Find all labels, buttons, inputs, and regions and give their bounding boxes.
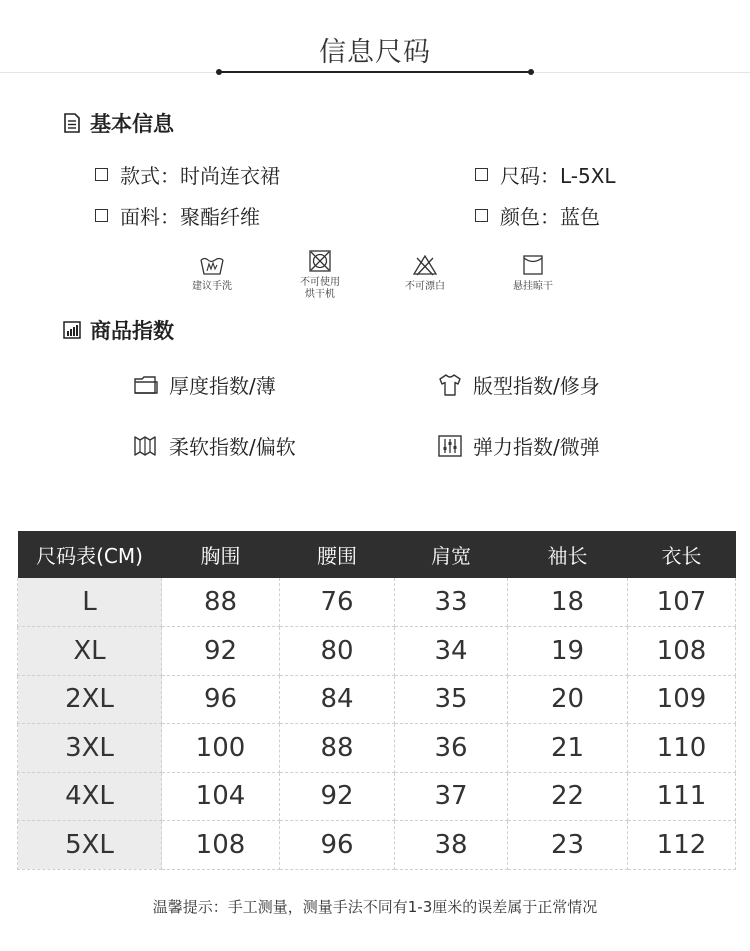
basic-info-title: 基本信息 [90, 112, 174, 136]
bar-chart-icon [63, 321, 81, 339]
table-cell: 92 [280, 772, 395, 821]
index-softness [133, 431, 296, 460]
no-bleach-icon [412, 253, 438, 277]
table-cell: 33 [395, 578, 508, 627]
title-underline-dot-left [216, 69, 222, 75]
index-fit [437, 370, 600, 399]
column-header: 尺码表(CM) [18, 531, 162, 578]
attr-fabric-label: 面料：聚酯纤维 [120, 205, 260, 229]
table-cell: 92 [162, 627, 280, 676]
table-cell: 34 [395, 627, 508, 676]
column-header: 肩宽 [395, 531, 508, 578]
title-underline [218, 71, 532, 73]
table-cell: 19 [508, 627, 628, 676]
table-cell: 35 [395, 675, 508, 724]
fabric-icon [133, 434, 159, 458]
column-header: 胸围 [162, 531, 280, 578]
attr-style [95, 160, 280, 189]
measurement-note: 温馨提示：手工测量，测量手法不同有1-3厘米的误差属于正常情况 [152, 898, 598, 916]
attr-fabric [95, 201, 260, 230]
index-elasticity-label: 弹力指数/微弹 [473, 435, 600, 459]
product-index-title: 商品指数 [90, 319, 174, 343]
attr-color [475, 201, 600, 230]
care-hang-dry [493, 253, 573, 293]
table-row [18, 772, 736, 821]
table-row [18, 821, 736, 870]
folder-icon [133, 374, 159, 396]
table-cell: 21 [508, 724, 628, 773]
sliders-icon [437, 434, 463, 458]
table-cell: 76 [280, 578, 395, 627]
table-cell: 23 [508, 821, 628, 870]
table-cell: 88 [162, 578, 280, 627]
size-table [17, 531, 736, 870]
column-header: 衣长 [628, 531, 736, 578]
no-tumble-dry-icon [308, 249, 332, 273]
table-cell: 80 [280, 627, 395, 676]
document-icon [63, 113, 81, 133]
hand-wash-icon [199, 253, 225, 277]
table-cell-size: 2XL [18, 675, 162, 724]
index-fit-label: 版型指数/修身 [473, 374, 600, 398]
table-cell: 20 [508, 675, 628, 724]
table-cell: 111 [628, 772, 736, 821]
table-cell: 96 [280, 821, 395, 870]
table-cell: 18 [508, 578, 628, 627]
table-row [18, 724, 736, 773]
table-cell: 37 [395, 772, 508, 821]
table-cell: 110 [628, 724, 736, 773]
care-no-tumble-dry-line1: 不可使用 [300, 277, 340, 288]
checkbox-icon [475, 168, 488, 181]
index-thickness-label: 厚度指数/薄 [169, 374, 276, 398]
table-cell: 36 [395, 724, 508, 773]
table-cell: 107 [628, 578, 736, 627]
care-hand-wash [172, 253, 252, 293]
column-header: 袖长 [508, 531, 628, 578]
table-cell: 109 [628, 675, 736, 724]
care-no-tumble-dry-label [280, 277, 360, 301]
checkbox-icon [95, 209, 108, 222]
care-no-bleach [385, 253, 465, 293]
care-hang-dry-label: 悬挂晾干 [513, 281, 553, 292]
table-cell: 38 [395, 821, 508, 870]
table-cell: 104 [162, 772, 280, 821]
table-cell: 84 [280, 675, 395, 724]
index-elasticity [437, 431, 600, 460]
attr-style-label: 款式：时尚连衣裙 [120, 164, 280, 188]
tshirt-icon [437, 373, 463, 397]
table-cell: 112 [628, 821, 736, 870]
table-cell-size: XL [18, 627, 162, 676]
page-title: 信息尺码 [319, 37, 431, 68]
table-row [18, 627, 736, 676]
care-hand-wash-label: 建议手洗 [192, 281, 232, 292]
table-cell: 88 [280, 724, 395, 773]
attr-color-label: 颜色：蓝色 [500, 205, 600, 229]
hang-dry-icon [521, 253, 545, 277]
table-cell: 96 [162, 675, 280, 724]
basic-info-heading [63, 108, 174, 138]
index-thickness [133, 370, 276, 399]
index-softness-label: 柔软指数/偏软 [169, 435, 296, 459]
table-cell: 100 [162, 724, 280, 773]
table-cell: 108 [162, 821, 280, 870]
table-cell-size: 5XL [18, 821, 162, 870]
title-underline-dot-right [528, 69, 534, 75]
table-cell: 22 [508, 772, 628, 821]
table-row [18, 578, 736, 627]
product-index-heading [63, 315, 174, 345]
care-no-bleach-label: 不可漂白 [405, 281, 445, 292]
checkbox-icon [95, 168, 108, 181]
table-header-row [18, 531, 736, 578]
care-no-tumble-dry [280, 249, 360, 301]
table-row [18, 675, 736, 724]
care-no-tumble-dry-line2: 烘干机 [305, 289, 335, 300]
table-cell: 108 [628, 627, 736, 676]
column-header: 腰围 [280, 531, 395, 578]
table-cell-size: L [18, 578, 162, 627]
checkbox-icon [475, 209, 488, 222]
table-cell-size: 4XL [18, 772, 162, 821]
table-cell-size: 3XL [18, 724, 162, 773]
attr-size [475, 160, 616, 189]
attr-size-label: 尺码：L-5XL [500, 164, 616, 188]
